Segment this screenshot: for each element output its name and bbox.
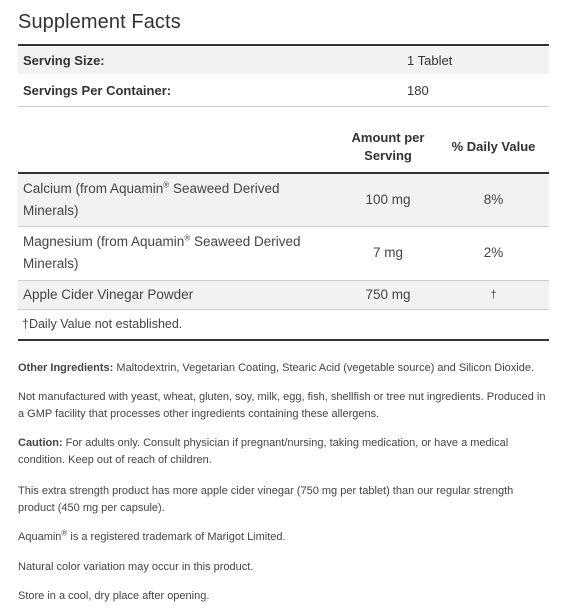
amount-header-line1: Amount per (351, 130, 425, 145)
nutrient-dv: 2% (483, 245, 504, 260)
other-ingredients: Other Ingredients: Maltodextrin, Vegetarian Coating, Stearic Acid (vegetable source) and Silicon Dioxide. (18, 362, 535, 374)
nutrient-amount: 100 mg (365, 192, 411, 207)
nutrient-name: Calcium (from Aquamin® Seaweed Derived Minerals) (23, 180, 280, 218)
serving-size-label: Serving Size: (23, 53, 105, 68)
footnote: †Daily Value not established. (22, 317, 183, 331)
nutrient-dv: 8% (483, 192, 504, 207)
daily-value-header: % Daily Value (451, 139, 536, 154)
nutrient-amount: 7 mg (372, 245, 403, 260)
nutrient-row (18, 174, 549, 226)
nutrient-name: Apple Cider Vinegar Powder (23, 287, 194, 302)
title-divider (18, 44, 549, 46)
amount-header-line2: Serving (364, 148, 412, 163)
column-header-row (18, 107, 549, 172)
nutrient-amount: 750 mg (365, 287, 411, 302)
amount-header (338, 129, 438, 165)
trademark-statement: Aquamin® is a registered trademark of Marigot Limited. (18, 528, 286, 543)
caution-statement: Caution: For adults only. Consult physician if pregnant/nursing, taking medication, or have a medical condition. Keep out of reach of children. (18, 437, 509, 466)
servings-per-container-label: Servings Per Container: (23, 83, 172, 98)
servings-per-container-value: 180 (407, 83, 429, 98)
nutrient-name: Magnesium (from Aquamin® Seaweed Derived Minerals) (23, 233, 301, 271)
serving-size-row (18, 47, 549, 74)
serving-size-value: 1 Tablet (407, 53, 453, 68)
color-variation-statement: Natural color variation may occur in this product. (18, 561, 254, 573)
nutrient-row (18, 227, 549, 280)
panel-title: Supplement Facts (18, 11, 181, 33)
servings-per-container-row (18, 75, 549, 105)
bottom-divider (18, 339, 549, 341)
nutrient-dv: † (490, 289, 497, 301)
nutrient-row (18, 281, 549, 309)
storage-statement: Store in a cool, dry place after opening. (18, 590, 210, 602)
extra-strength-statement: This extra strength product has more apple cider vinegar (750 mg per tablet) than our regular strength product (450 mg per capsule). (18, 485, 514, 514)
footnote-row (18, 310, 549, 339)
allergen-statement: Not manufactured with yeast, wheat, gluten, soy, milk, egg, fish, shellfish or tree nut ingredients. Produced in a GMP facility that processes other ingredients containing these allergens. (18, 391, 546, 420)
